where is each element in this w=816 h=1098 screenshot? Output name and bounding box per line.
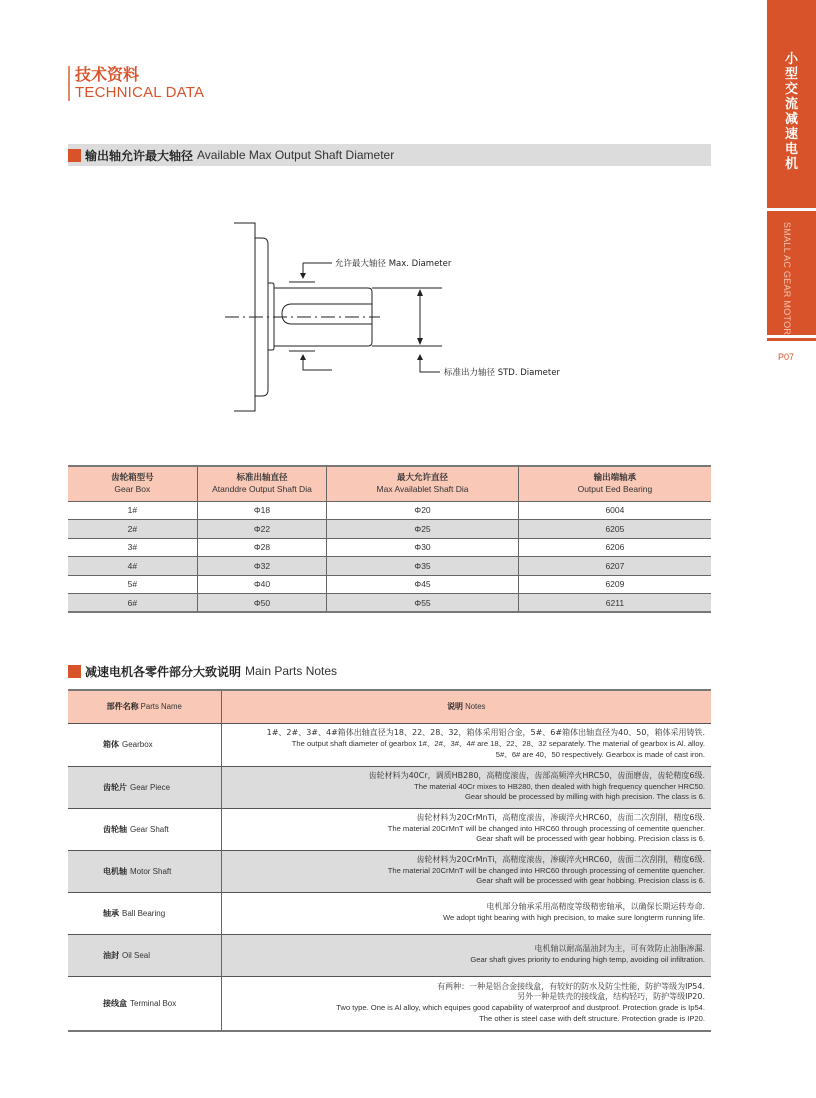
side-title-char: 型: [784, 67, 798, 82]
part-name: 齿轮片 Gear Piece: [68, 766, 221, 808]
cell-max-dia: Φ25: [327, 520, 519, 539]
cell-gear-box: 3#: [68, 538, 197, 557]
side-title-char: 速: [784, 127, 798, 142]
arrow-up-icon: [417, 354, 423, 360]
side-title-char: 流: [784, 97, 798, 112]
part-name: 油封 Oil Seal: [68, 934, 221, 976]
cell-gear-box: 4#: [68, 557, 197, 576]
header-output-bearing: 输出端轴承 Output Eed Bearing: [518, 466, 711, 501]
table-row: [68, 594, 711, 613]
header-notes: 说明 Notes: [221, 690, 711, 723]
table-row: [68, 976, 711, 1031]
section-title-cn: 减速电机各零件部分大致说明: [85, 664, 242, 679]
std-diameter-label: 标准出力轴径 STD. Diameter: [444, 368, 560, 378]
part-notes: 齿轮材料为20CrMnTi，高精度滚齿，渗碳淬火HRC60，齿面二次刮削，精度6级. The material 20CrMnT will be changed into HRC60 through processing of cementite quencher. Gear shaft will be processed with gear hobbing. Precision class is 6.: [221, 808, 711, 850]
table-row: [68, 850, 711, 892]
side-title-char: 机: [784, 157, 798, 172]
table-header-row: [68, 690, 711, 723]
cell-bearing: 6211: [518, 594, 711, 613]
cell-bearing: 6205: [518, 520, 711, 539]
part-notes: 电机轴以耐高温油封为主，可有效防止油脂渗漏. Gear shaft gives priority to enduring high temp, avoiding oil infiltration.: [221, 934, 711, 976]
max-leader-bottom: [303, 355, 332, 370]
cell-bearing: 6209: [518, 575, 711, 594]
cell-max-dia: Φ30: [327, 538, 519, 557]
side-title-char: 电: [784, 142, 798, 157]
cell-std-dia: Φ18: [197, 501, 327, 520]
cell-gear-box: 5#: [68, 575, 197, 594]
table-row: [68, 557, 711, 576]
section-title-cn: 输出轴允许最大轴径: [85, 148, 194, 163]
table-row: [68, 892, 711, 934]
keyway: [282, 304, 372, 324]
cell-max-dia: Φ20: [327, 501, 519, 520]
side-title-char: 小: [784, 52, 798, 67]
cell-max-dia: Φ45: [327, 575, 519, 594]
page-heading-cn: 技术资料: [75, 65, 140, 84]
section-title-parts-notes: [68, 660, 711, 682]
table-row: [68, 808, 711, 850]
table-row: [68, 501, 711, 520]
shaft-diameter-table: [68, 465, 711, 613]
part-name: 齿轮轴 Gear Shaft: [68, 808, 221, 850]
cell-std-dia: Φ32: [197, 557, 327, 576]
part-name: 接线盒 Terminal Box: [68, 976, 221, 1031]
table-row: [68, 766, 711, 808]
side-title-char: 减: [784, 112, 798, 127]
table-row: [68, 538, 711, 557]
table-header-row: [68, 466, 711, 501]
section-title-shaft-diameter: [68, 144, 711, 166]
part-notes: 有两种：一种是铝合金接线盒，有较好的防水及防尘性能，防护等级为IP54. 另外一种是铁壳的接线盒，结构轻巧，防护等级IP20. Two type. One is Al alloy, which equipes good capability of waterproof and dustproof. Protection grade is Ip54. The other is steel case with deft structure. Protection grade is IP20.: [221, 976, 711, 1031]
part-notes: 齿轮材料为20CrMnTi，高精度滚齿，渗碳淬火HRC60，齿面二次刮削，精度6级. The material 20CrMnT will be changed into HRC60 through processing of cementite quencher. Gear shaft will be processed with gear hobbing. Precision class is 6.: [221, 850, 711, 892]
table-row: [68, 520, 711, 539]
shaft-drawing: [220, 210, 570, 420]
side-title-en: SMALL AC GEAR MOTOR: [782, 222, 792, 336]
cell-std-dia: Φ22: [197, 520, 327, 539]
header-gear-box: 齿轮箱型号 Gear Box: [68, 466, 197, 501]
section-title-en: Main Parts Notes: [245, 664, 338, 678]
max-diameter-label: 允许最大轴径 Max. Diameter: [335, 259, 452, 269]
side-divider: [767, 338, 816, 341]
arrow-up-icon: [417, 289, 423, 296]
cell-std-dia: Φ40: [197, 575, 327, 594]
cell-bearing: 6004: [518, 501, 711, 520]
cell-std-dia: Φ50: [197, 594, 327, 613]
std-leader: [420, 355, 440, 372]
table-row: [68, 575, 711, 594]
part-name: 电机轴 Motor Shaft: [68, 850, 221, 892]
parts-notes-table: [68, 689, 711, 1032]
part-name: 箱体 Gearbox: [68, 723, 221, 766]
arrow-down-icon: [417, 338, 423, 345]
table-row: [68, 934, 711, 976]
header-parts-name: 部件名称 Parts Name: [68, 690, 221, 723]
side-title-char: 交: [784, 82, 798, 97]
part-name: 轴承 Ball Bearing: [68, 892, 221, 934]
section-marker-icon: [68, 149, 81, 162]
cell-bearing: 6207: [518, 557, 711, 576]
page-heading-en: TECHNICAL DATA: [75, 84, 205, 101]
section-title-en: Available Max Output Shaft Diameter: [197, 148, 395, 162]
part-notes: 电机部分轴承采用高精度等级精密轴承，以确保长期运转寿命. We adopt tight bearing with high precision, to make sure longterm running life.: [221, 892, 711, 934]
arrow-down-icon: [300, 273, 306, 279]
part-notes: 齿轮材料为40Cr，调质HB280，高精度滚齿，齿部高频淬火HRC50，齿面磨齿，齿轮精度6级. The material 40Cr mixes to HB280, then dealed with high frequency quencher HRC50. Gear should be processed by milling with high precision. The class is 6.: [221, 766, 711, 808]
cell-max-dia: Φ55: [327, 594, 519, 613]
cell-bearing: 6206: [518, 538, 711, 557]
part-notes: 1#、2#、3#、4#箱体出轴直径为18、22、28、32，箱体采用铝合金，5#、6#箱体出轴直径为40、50，箱体采用铸铁. The output shaft diameter of gearbox 1#、2#、3#、4# are 18、22、28、32 separately. The material of gearbox is Al. alloy. 5#、6# are 40、50 respectively. Gearbox is made of cast iron.: [221, 723, 711, 766]
cell-std-dia: Φ28: [197, 538, 327, 557]
shaft-diagram: [220, 210, 570, 420]
page-number: P07: [778, 352, 795, 362]
cell-gear-box: 1#: [68, 501, 197, 520]
section-marker-icon: [68, 665, 81, 678]
cell-gear-box: 6#: [68, 594, 197, 613]
arrow-up-icon: [300, 354, 306, 360]
header-std-shaft-dia: 标准出轴直径 Atanddre Output Shaft Dia: [197, 466, 327, 501]
table-row: [68, 723, 711, 766]
side-title-cn: [767, 52, 816, 172]
header-max-shaft-dia: 最大允许直径 Max Availablet Shaft Dia: [327, 466, 519, 501]
page-heading: [68, 66, 204, 101]
cell-gear-box: 2#: [68, 520, 197, 539]
cell-max-dia: Φ35: [327, 557, 519, 576]
